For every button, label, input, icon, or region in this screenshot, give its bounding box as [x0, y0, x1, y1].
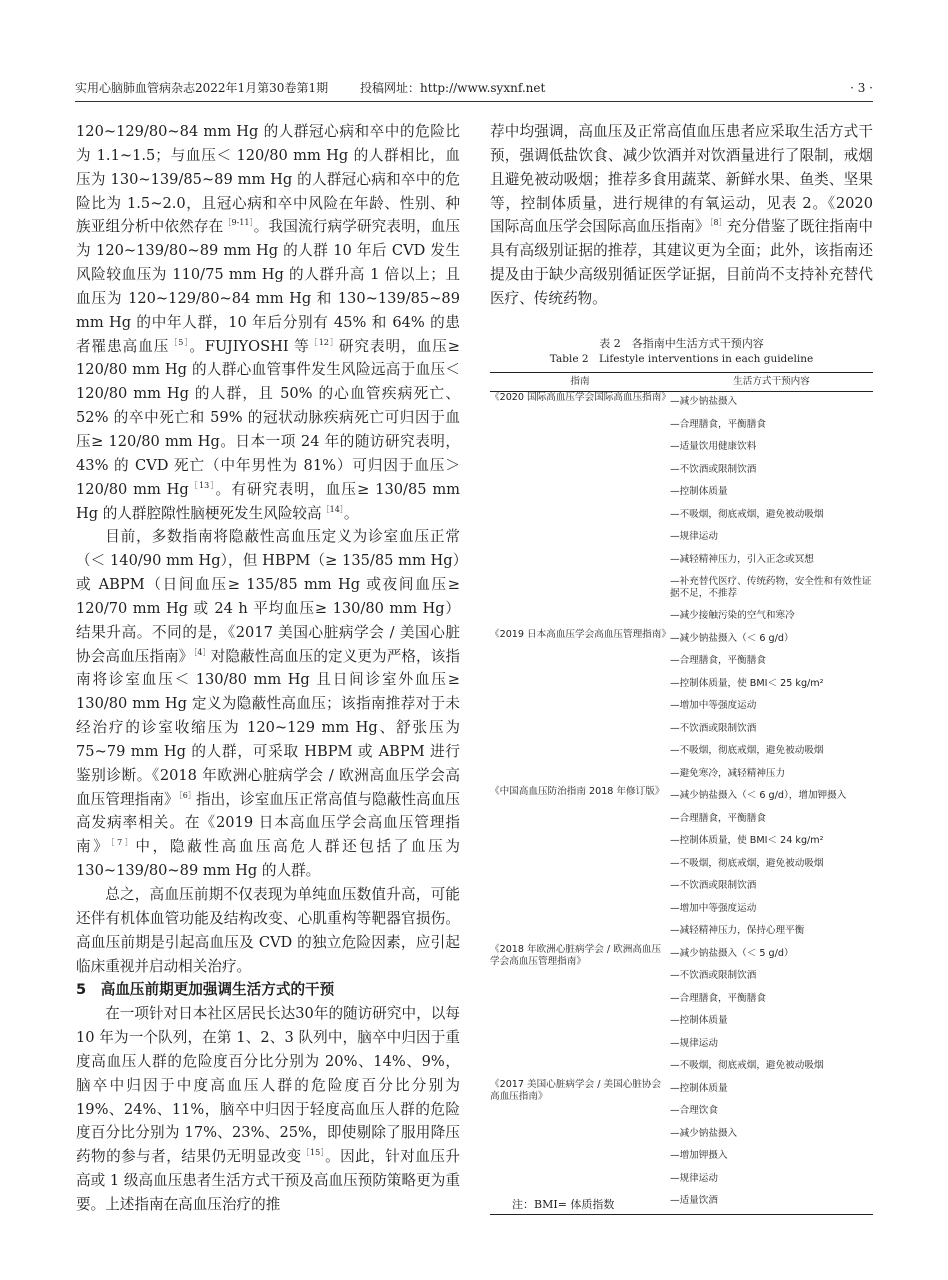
intervention-item: —补充替代医疗、传统药物，安全性和有效性证据不足，不推荐: [670, 576, 872, 599]
table-row: [490, 944, 873, 1079]
intervention-item: —合理膳食，平衡膳食: [670, 418, 766, 430]
citation[interactable]: ［8］: [709, 218, 727, 228]
citation[interactable]: ［14］: [321, 504, 344, 514]
intervention-item: —合理饮食: [670, 1105, 718, 1116]
intervention-item: —不吸烟，彻底戒烟，避免被动吸烟: [670, 1060, 824, 1071]
intervention-item: —规律运动: [670, 1172, 718, 1184]
table-header-guide: 指南: [490, 373, 670, 392]
table-caption: [490, 336, 873, 367]
intervention-item: —减少接触污染的空气和寒冷: [670, 610, 795, 621]
right-column: [490, 120, 873, 311]
intervention-item: —控制体质量: [670, 486, 728, 497]
citation[interactable]: ［5］: [169, 337, 190, 347]
intervention-item: —不饮酒或限制饮酒: [670, 722, 757, 734]
citation[interactable]: ［13］: [188, 480, 216, 490]
table-row: [490, 786, 873, 944]
intervention-item: —增加中等强度运动: [670, 902, 757, 914]
submission-site: 投稿网址：http://www.syxnf.net: [360, 81, 546, 95]
intervention-item: —不吸烟，彻底戒烟，避免被动吸烟: [670, 508, 824, 520]
guide-name: 《2019 日本高血压学会高血压管理指南》: [490, 628, 671, 640]
guide-name: 《2018 年欧洲心脏病学会 / 欧洲高血压学会高血压管理指南》: [490, 943, 662, 967]
guide-name: 《2017 美国心脏病学会 / 美国心脏协会高血压指南》: [490, 1079, 670, 1215]
intervention-item: —减少钠盐摄入: [670, 396, 738, 407]
citation[interactable]: ［12］: [309, 337, 339, 347]
intervention-item: —适量饮用健康饮料: [670, 441, 757, 452]
intervention-list: [670, 786, 873, 944]
intervention-item: —减少钠盐摄入: [670, 1127, 738, 1139]
intervention-item: —控制体质量: [670, 1015, 728, 1026]
intervention-item: —合理膳食，平衡膳食: [670, 992, 766, 1004]
guide-name: 《中国高血压防治指南 2018 年修订版》: [490, 786, 665, 797]
intervention-item: —减轻精神压力，保持心理平衡: [670, 925, 805, 936]
intervention-item: —不饮酒或限制饮酒: [670, 463, 757, 475]
intervention-item: —减少钠盐摄入（＜ 5 g/d）: [670, 947, 794, 959]
intervention-item: —减轻精神压力，引入正念或冥想: [670, 553, 814, 565]
table-caption-en: Table 2 Lifestyle interventions in each guideline: [549, 352, 814, 365]
paragraph: 120~129/80~84 mm Hg 的人群冠心病和卒中的危险比为 1.1~1.5；与血压＜ 120/80 mm Hg 的人群相比，血压为 130~139/85~89 mm Hg 的人群冠心病和卒中的危险比为 1.5~2.0，且冠心病和卒中风险在年龄、性别、种族亚组分析中依然存在$^{[9-11]}$。我国流行病学研究表明，血压为 120~139/80~89 mm Hg 的人群 10 年后 CVD 发生风险较血压为 110/75 mm Hg 的人群升高 1 倍以上；且血压为 120~129/80~84 mm Hg 和 130~139/85~89 mm Hg 的中年人群，10 年后分别有 45% 和 64% 的患者罹患高血压$^{[5]}$。FUJIYOSHI 等$^{[12]}$研究表明，血压≥ 120/80 mm Hg 的人群心血管事件发生风险远高于血压＜ 120/80 mm Hg 的人群，且 50% 的心血管疾病死亡、52% 的卒中死亡和 59% 的冠状动脉疾病死亡可归因于血压≥ 120/80 mm Hg。日本一项 24 年的随访研究表明，43% 的 CVD 死亡（中年男性为 81%）可归因于血压＞ 120/80 mm $Hg^{[13]}$。有研究表明，血压≥ 130/85 mm Hg 的人群腔隙性脑梗死发生风险较高$^{[14]}$。: [76, 123, 460, 522]
citation[interactable]: ［6］: [178, 790, 197, 800]
citation[interactable]: ［9-11］: [223, 218, 254, 228]
paragraph: 目前，多数指南将隐蔽性高血压定义为诊室血压正常（＜ 140/90 mm Hg），但 HBPM（≥ 135/85 mm Hg）或 ABPM（日间血压≥ 135/85 mm Hg 或夜间血压≥ 120/70 mm Hg 或 24 h 平均血压≥ 130/80 mm Hg）结果升高。不同的是，《2017 美国心脏病学会 / 美国心脏协会高血压指南》$^{[4]}$对隐蔽性高血压的定义更为严格，该指南将诊室血压＜ 130/80 mm Hg 且日间诊室外血压≥ 130/80 mm Hg 定义为隐蔽性高血压；该指南推荐对于未经治疗的诊室收缩压为 120~129 mm Hg、舒张压为 75~79 mm Hg 的人群，可采取 HBPM 或 ABPM 进行鉴别诊断。《2018 年欧洲心脏病学会 / 欧洲高血压学会高血压管理指南》$^{[6]}$指出，诊室血压正常高值与隐蔽性高血压高发病率相关。在《2019 日本高血压学会高血压管理指南》$^{[7]}$中，隐蔽性高血压高危人群还包括了血压为 130~139/80~89 mm Hg 的人群。: [76, 528, 460, 880]
table-caption-cn: 表 2 各指南中生活方式干预内容: [599, 337, 764, 350]
intervention-list: [670, 944, 873, 1079]
intervention-item: —不饮酒或限制饮酒: [670, 880, 757, 891]
intervention-item: —合理膳食，平衡膳食: [670, 655, 766, 666]
intervention-item: —控制体质量，使 BMI＜ 24 kg/m²: [670, 835, 824, 846]
intervention-item: —规律运动: [670, 1037, 718, 1049]
intervention-item: —规律运动: [670, 531, 718, 542]
left-column: [76, 120, 460, 1217]
table-note: 注：BMI= 体质指数: [512, 1198, 615, 1211]
page-number: · 3 ·: [850, 81, 873, 95]
intervention-item: —不吸烟，彻底戒烟，避免被动吸烟: [670, 857, 824, 869]
table-row: [490, 1079, 873, 1215]
paragraph: 荐中均强调，高血压及正常高值血压患者应采取生活方式干预，强调低盐饮食、减少饮酒并对饮酒量进行了限制，戒烟且避免被动吸烟；推荐多食用蔬菜、新鲜水果、鱼类、坚果等，控制体质量，进行规律的有氧运动，见表 2。《2020 国际高血压学会国际高血压指南》$^{[8]}$充分借鉴了既往指南中具有高级别证据的推荐，其建议更为全面；此外，该指南还提及由于缺少高级别循证医学证据，目前尚不支持补充替代医疗、传统药物。: [490, 123, 873, 307]
table-row: [490, 392, 873, 629]
intervention-item: —减少钠盐摄入（＜ 6 g/d）: [670, 632, 794, 644]
table-header-content: 生活方式干预内容: [670, 373, 873, 392]
paragraph: 在一项针对日本社区居民长达30年的随访研究中，以每 10 年为一个队列，在第 1、2、3 队列中，脑卒中归因于重度高血压人群的危险度百分比分别为 20%、14%、9%，脑卒中归因于中度高血压人群的危险度百分比分别为 19%、24%、11%，脑卒中归因于轻度高血压人群的危险度百分比分别为 17%、23%、25%，即使剔除了服用降压药物的参与者，结果仍无明显改变$^{[15]}$。因此，针对血压升高或 1 级高血压患者生活方式干预及高血压预防策略更为重要。上述指南在高血压治疗的推: [76, 1005, 460, 1213]
intervention-item: —不饮酒或限制饮酒: [670, 970, 757, 981]
paragraph: 总之，高血压前期不仅表现为单纯血压数值升高，可能还伴有机体血管功能及结构改变、心肌重构等靶器官损伤。高血压前期是引起高血压及 CVD 的独立危险因素，应引起临床重视并启动相关治疗。: [76, 886, 460, 975]
citation[interactable]: ［4］: [193, 647, 211, 657]
citation[interactable]: ［15］: [301, 1148, 326, 1158]
running-header: [75, 79, 873, 102]
intervention-item: —合理膳食，平衡膳食: [670, 812, 766, 824]
journal-title: 实用心脑肺血管病杂志2022年1月第30卷第1期: [75, 81, 329, 95]
intervention-item: —减少钠盐摄入（＜ 6 g/d），增加钾摄入: [670, 790, 847, 801]
section-heading: 5 高血压前期更加强调生活方式的干预: [76, 981, 335, 999]
guide-name: 《2020 国际高血压学会国际高血压指南》: [490, 392, 671, 403]
intervention-item: —增加钾摄入: [670, 1150, 728, 1161]
intervention-list: [670, 392, 873, 629]
intervention-item: —避免寒冷，减轻精神压力: [670, 767, 786, 779]
intervention-list: [670, 629, 873, 787]
intervention-item: —增加中等强度运动: [670, 700, 757, 711]
citation[interactable]: ［7］: [110, 838, 136, 848]
intervention-item: —适量饮酒: [670, 1195, 718, 1206]
intervention-item: —控制体质量，使 BMI＜ 25 kg/m²: [670, 677, 824, 689]
intervention-item: —控制体质量: [670, 1082, 728, 1094]
intervention-list: [670, 1079, 873, 1215]
lifestyle-table: [490, 372, 873, 1215]
table-row: [490, 629, 873, 787]
intervention-item: —不吸烟，彻底戒烟，避免被动吸烟: [670, 745, 824, 756]
